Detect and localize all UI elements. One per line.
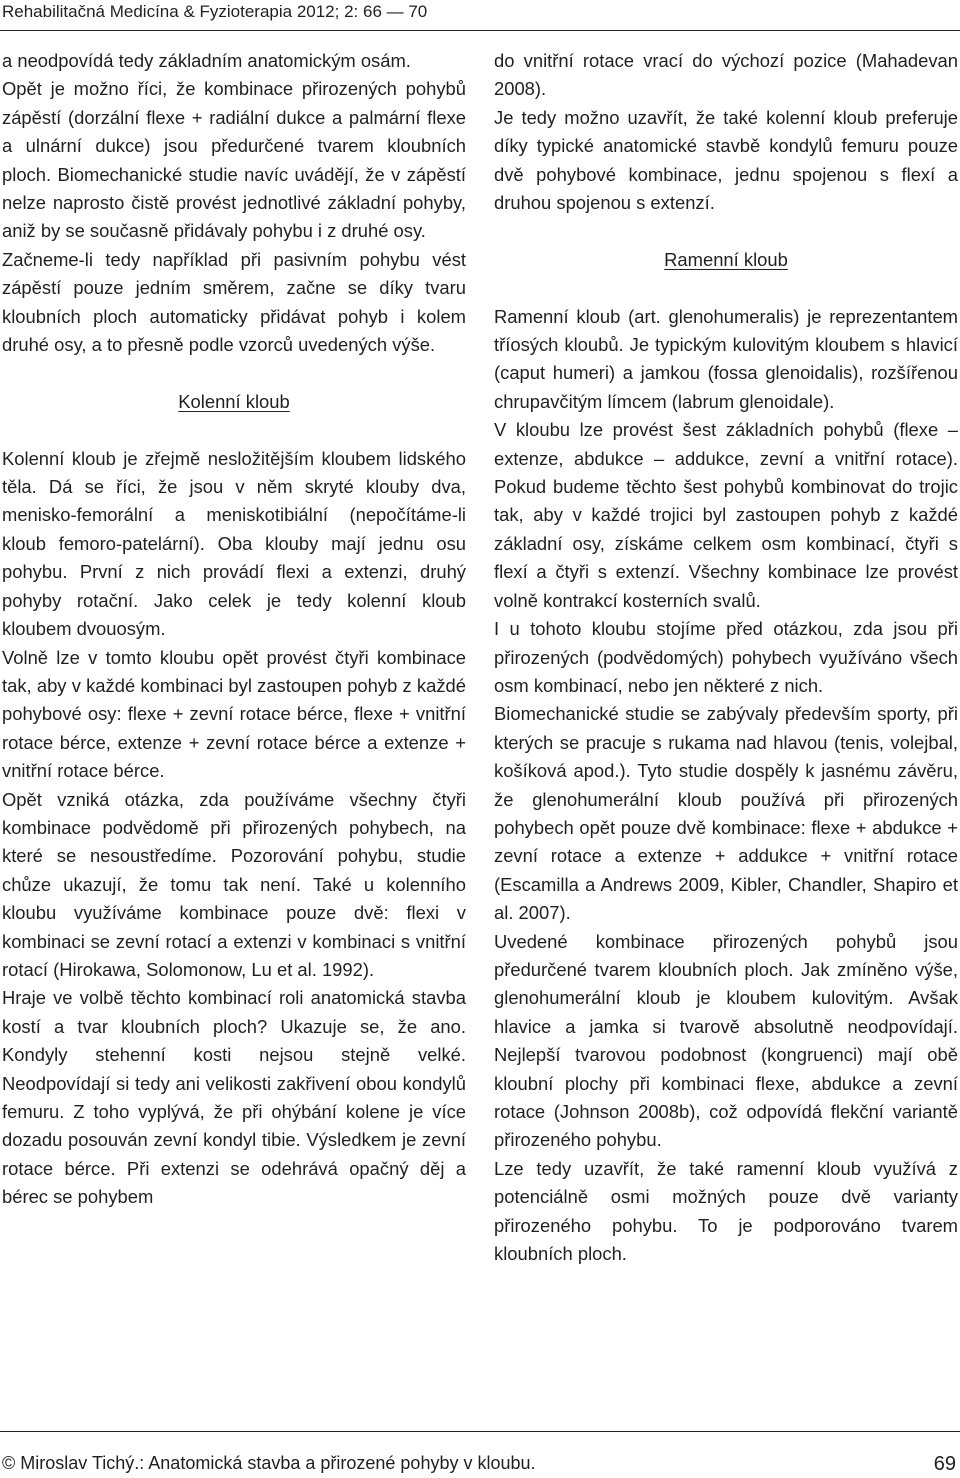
paragraph: Kolenní kloub je zřejmě nesložitějším kloubem lidského těla. Dá se říci, že jsou v něm skryté klouby dva, menisko-femorální a meniskotibiální (nepočítáme-li kloub femoro-patelární). Oba klouby mají jednu osu pohybu. První z nich provádí flexi a extenzi, druhý pohyby rotační. Jako celek je tedy kolenní kloub kloubem dvouosým.	[2, 447, 466, 640]
section-heading-shoulder: Ramenní kloub	[664, 248, 788, 270]
paragraph: Uvedené kombinace přirozených pohybů jsou předurčené tvarem kloubních ploch. Jak zmíněno výše, glenohumerální kloub je kloubem kulovitým. Avšak hlavice a jamka si tvarově absolutně neodpovídají. Nejlepší tvarovou podobnost (kongruenci) mají obě kloubní plochy při kombinaci flexe, abdukce a zevní rotace (Johnson 2008b), což odpovídá flekční variantě přirozeného pohybu.	[494, 930, 958, 1151]
left-column	[2, 47, 466, 1212]
paragraph: V kloubu lze provést šest základních pohybů (flexe – extenze, abdukce – addukce, zevní a vnitřní rotace). Pokud budeme těchto šest pohybů kombinovat do trojic tak, aby v každé trojici byl zastoupen pohyb z každé základní osy, získáme celkem osm kombinací, čtyři s flexí a čtyři s extenzí. Všechny kombinace lze provést volně kontrakcí kosterních svalů.	[494, 419, 958, 611]
paragraph: Volně lze v tomto kloubu opět provést čtyři kombinace tak, aby v každé kombinaci byl zastoupen pohyb z každé pohybové osy: flexe + zevní rotace bérce, flexe + vnitřní rotace bérce, extenze + zevní rotace bérce a extenze + vnitřní rotace bérce.	[2, 646, 466, 782]
page-number: 69	[933, 1453, 956, 1475]
spacer	[2, 416, 466, 444]
paragraph: Hraje ve volbě těchto kombinací roli anatomická stavba kostí a tvar kloubních ploch? Ukazuje se, že ano. Kondyly stehenní kosti nejsou stejně velké. Neodpovídají si tedy ani velikosti zakřivení obou kondylů femuru. Z toho vyplývá, že při ohýbání kolene je více dozadu posouván zevní kondyl tibie. Výsledkem je zevní rotace bérce. Při extenzi se odehrává opačný děj a bérec se pohybem	[2, 987, 466, 1208]
right-column	[494, 47, 958, 1268]
section-heading-knee: Kolenní kloub	[178, 390, 290, 412]
paragraph: do vnitřní rotace vrací do výchozí pozice (Mahadevan 2008).	[494, 50, 958, 100]
running-head: Rehabilitačná Medicína & Fyzioterapia 2012; 2: 66 — 70	[2, 2, 428, 21]
footer-citation: © Miroslav Tichý.: Anatomická stavba a přirozené pohyby v kloubu.	[2, 1453, 536, 1473]
header-divider	[0, 30, 960, 31]
paragraph: Je tedy možno uzavřít, že také kolenní kloub preferuje díky typické anatomické stavbě kondylů femuru pouze dvě pohybové kombinace, jednu spojenou s flexí a druhou spojenou s extenzí.	[494, 106, 958, 214]
paragraph: Lze tedy uzavřít, že také ramenní kloub využívá z potenciálně osmi možných pouze dvě varianty přirozeného pohybu. To je podporováno tvarem kloubních ploch.	[494, 1157, 958, 1265]
footer-divider	[0, 1431, 960, 1432]
paragraph: I u tohoto kloubu stojíme před otázkou, zda jsou při přirozených (podvědomých) pohybech využíváno všech osm kombinací, nebo jen některé z nich.	[494, 618, 958, 696]
spacer	[494, 217, 958, 245]
paragraph: Opět vzniká otázka, zda používáme všechny čtyři kombinace podvědomě při přirozených pohybech, na které se nesoustředíme. Pozorování pohybu, studie chůze ukazují, že tomu tak není. Také u kolenního kloubu využíváme kombinace pouze dvě: flexi v kombinaci se zevní rotací a extenzi v kombinaci s vnitřní rotací (Hirokawa, Solomonow, Lu et al. 1992).	[2, 788, 466, 980]
spacer	[494, 274, 958, 302]
paragraph: Ramenní kloub (art. glenohumeralis) je reprezentantem tříosých kloubů. Je typickým kulovitým kloubem s hlavicí (caput humeri) a jamkou (fossa glenoidalis), rozšířenou chrupavčitým límcem (labrum glenoidale).	[494, 305, 958, 412]
paragraph: Biomechanické studie se zabývaly především sporty, při kterých se pracuje s rukama nad hlavou (tenis, volejbal, košíková apod.). Tyto studie dospěly k jasnému závěru, že glenohumerální kloub používá při přirozených pohybech opět pouze dvě kombinace: flexe + abdukce + zevní rotace a extenze + addukce + vnitřní rotace (Escamilla a Andrews 2009, Kibler, Chandler, Shapiro et al. 2007).	[494, 703, 958, 924]
paragraph: Opět je možno říci, že kombinace přirozených pohybů zápěstí (dorzální flexe + radiální dukce a palmární flexe a ulnární dukce) jsou předurčené tvarem kloubních ploch. Biomechanické studie navíc uvádějí, že v zápěstí nelze naprosto čistě provést jednotlivé základní pohyby, aniž by se současně přidávaly pohybu i z druhé osy.	[2, 78, 466, 242]
paragraph: a neodpovídá tedy základním anatomickým osám.	[2, 50, 411, 71]
spacer	[2, 359, 466, 387]
paragraph: Začneme-li tedy například při pasivním pohybu vést zápěstí pouze jedním směrem, začne se díky tvaru kloubních ploch automaticky přidávat pohyb i kolem druhé osy, a to přesně podle vzorců uvedených výše.	[2, 248, 466, 356]
